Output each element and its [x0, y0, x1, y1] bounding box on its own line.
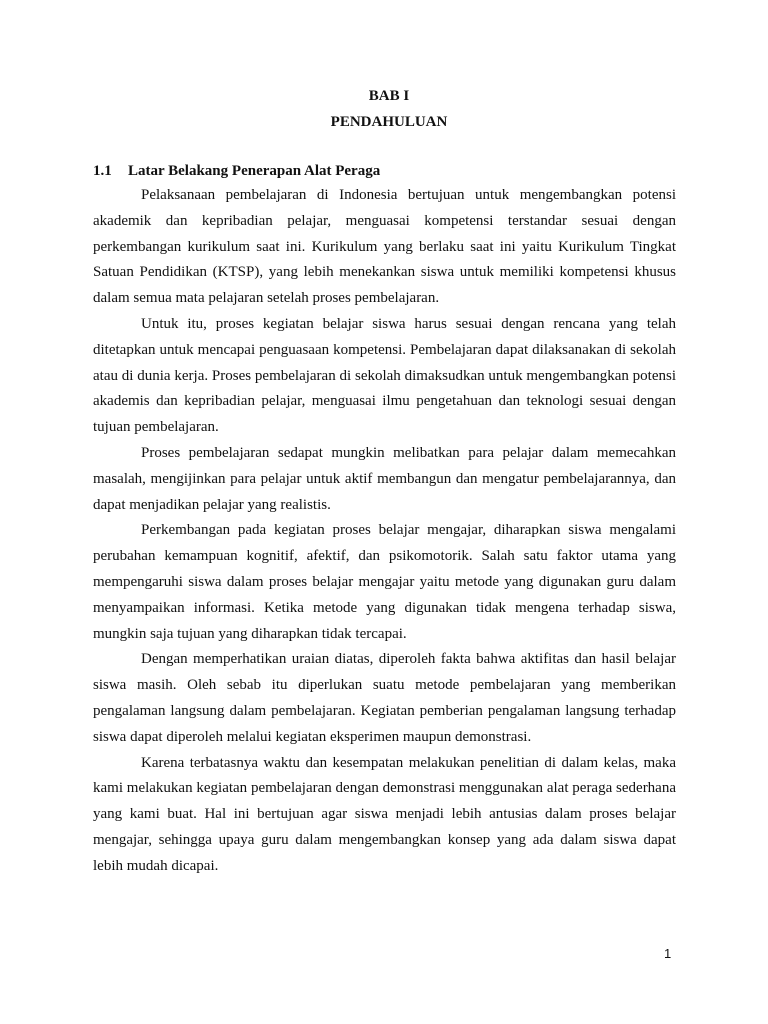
paragraph: Pelaksanaan pembelajaran di Indonesia bertujuan untuk mengembangkan potensi akademik dan kepribadian pelajar, menguasai kompetensi terstandar sesuai dengan perkembangan kurikulum saat ini. Kurikulum yang berlaku saat ini yaitu Kurikulum Tingkat Satuan Pendidikan (KTSP), yang lebih menekankan siswa untuk memiliki kompetensi khusus dalam semua mata pelajaran setelah proses pembelajaran. — [93, 187, 676, 307]
paragraph: Untuk itu, proses kegiatan belajar siswa harus sesuai dengan rencana yang telah ditetapkan untuk mencapai penguasaan kompetensi. Pembelajaran dapat dilaksanakan di sekolah atau di dunia kerja. Proses pembelajaran di sekolah dimaksudkan untuk mengembangkan potensi akademis dan kepribadian pelajar, menguasai ilmu pengetahuan dan teknologi sesuai dengan tujuan pembelajaran. — [93, 315, 676, 436]
paragraph: Perkembangan pada kegiatan proses belajar mengajar, diharapkan siswa mengalami perubahan kemampuan kognitif, afektif, dan psikomotorik. Salah satu faktor utama yang mempengaruhi siswa dalam proses belajar mengajar yaitu metode yang digunakan guru dalam menyampaikan informasi. Ketika metode yang digunakan tidak mengena terhadap siswa, mungkin saja tujuan yang diharapkan tidak tercapai. — [93, 522, 676, 642]
chapter-title: PENDAHULUAN — [330, 114, 448, 130]
section-heading — [93, 161, 380, 181]
paragraph: Proses pembelajaran sedapat mungkin melibatkan para pelajar dalam memecahkan masalah, mengijinkan para pelajar untuk aktif membangun dan mengatur pembelajarannya, dan dapat menjadikan pelajar yang realistis. — [93, 444, 676, 513]
paragraph: Dengan memperhatikan uraian diatas, diperoleh fakta bahwa aktifitas dan hasil belajar siswa masih. Oleh sebab itu diperlukan suatu metode pembelajaran yang memberikan pengalaman langsung dalam pembelajaran. Kegiatan pemberian pengalaman langsung terhadap siswa dapat diperoleh melalui kegiatan eksperimen maupun demonstrasi. — [93, 651, 676, 745]
chapter-label: BAB I — [368, 88, 410, 104]
section-number: 1.1 — [93, 163, 112, 179]
page-number: 1 — [664, 946, 672, 961]
body-text — [93, 183, 676, 880]
paragraph: Karena terbatasnya waktu dan kesempatan melakukan penelitian di dalam kelas, maka kami melakukan kegiatan pembelajaran dengan demonstrasi menggunakan alat peraga sederhana yang kami buat. Hal ini bertujuan agar siswa menjadi lebih antusias dalam proses belajar mengajar, sehingga upaya guru dalam mengembangkan konsep yang ada dalam siswa dapat lebih mudah dicapai. — [93, 754, 676, 874]
section-title: Latar Belakang Penerapan Alat Peraga — [128, 163, 381, 179]
